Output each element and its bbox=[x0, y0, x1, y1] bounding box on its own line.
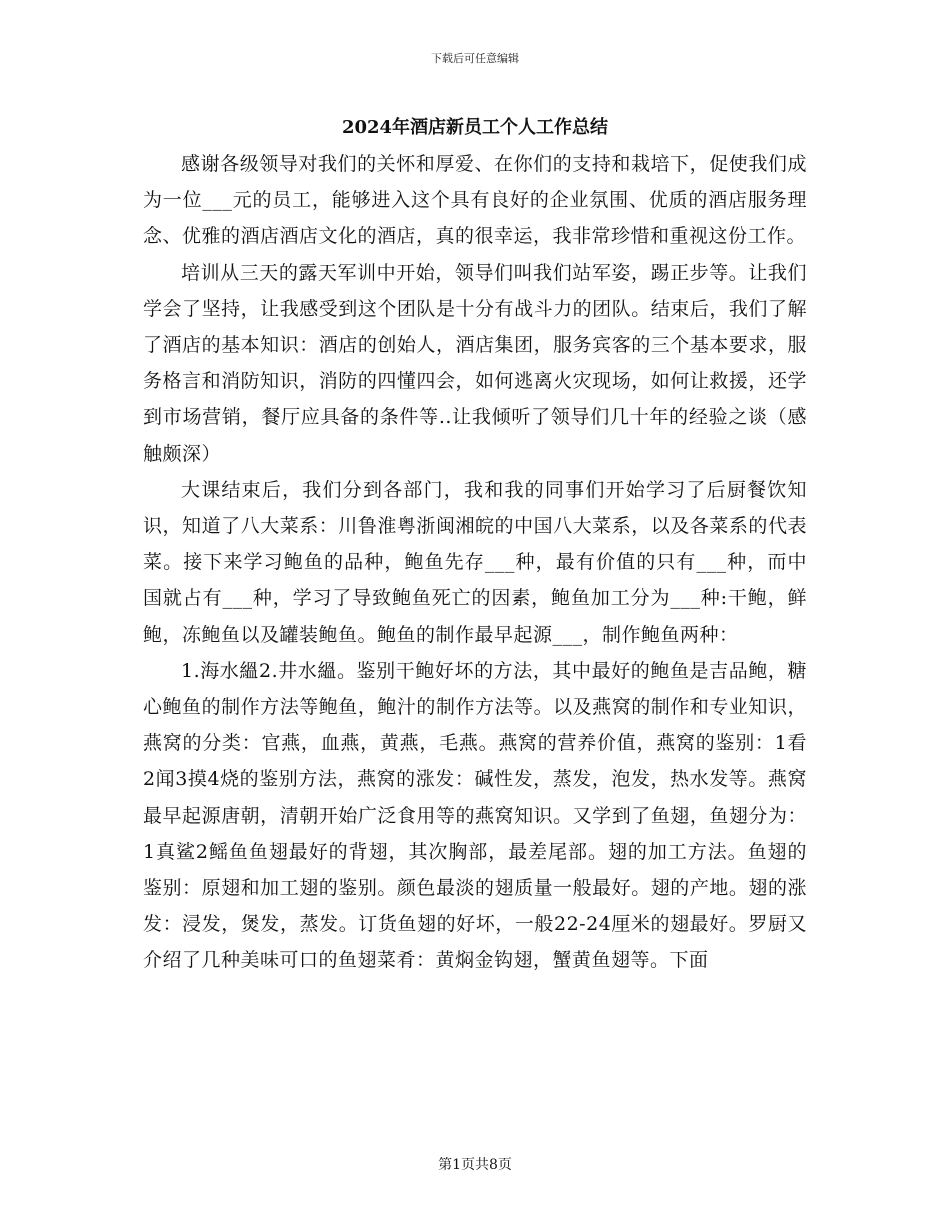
page-number: 第1页共8页 bbox=[438, 1157, 512, 1173]
paragraph: 培训从三天的露天军训中开始，领导们叫我们站军姿，踢正步等。让我们学会了坚持，让我感受到这个团队是十分有战斗力的团队。结束后，我们了解了酒店的基本知识：酒店的创始人，酒店集团，服务宾客的三个基本要求，服务格言和消防知识，消防的四懂四会，如何逃离火灾现场，如何让救援，还学到市场营销，餐厅应具备的条件等..让我倾听了领导们几十年的经验之谈（感触颇深） bbox=[143, 261, 807, 465]
paragraph: 感谢各级领导对我们的关怀和厚爱、在你们的支持和栽培下，促使我们成为一位___元的员工，能够进入这个具有良好的企业氛围、优质的酒店服务理念、优雅的酒店酒店文化的酒店，真的很幸运，我非常珍惜和重视这份工作。 bbox=[143, 153, 807, 248]
document-body bbox=[143, 146, 807, 979]
paragraph: 1.海水縕2.井水縕。鉴别干鲍好坏的方法，其中最好的鲍鱼是吉品鲍，糖心鲍鱼的制作方法等鲍鱼，鲍汁的制作方法等。以及燕窝的制作和专业知识，燕窝的分类：官燕，血燕，黄燕，毛燕。燕窝的营养价值，燕窝的鉴别：1看2闻3摸4烧的鉴别方法，燕窝的涨发：碱性发，蒸发，泡发，热水发等。燕窝最早起源唐朝，清朝开始广泛食用等的燕窝知识。又学到了鱼翅，鱼翅分为：1真鲨2鳐鱼鱼翅最好的背翅，其次胸部，最差尾部。翅的加工方法。鱼翅的鉴别：原翅和加工翅的鉴别。颜色最淡的翅质量一般最好。翅的产地。翅的涨发：浸发，煲发，蒸发。订货鱼翅的好坏，一般22-24厘米的翅最好。罗厨又介绍了几种美味可口的鱼翅菜肴：黄焖金钩翅，蟹黄鱼翅等。下面 bbox=[143, 659, 807, 972]
document-title: 2024年酒店新员工个人工作总结 bbox=[341, 117, 609, 138]
paragraph: 大课结束后，我们分到各部门，我和我的同事们开始学习了后厨餐饮知识，知道了八大菜系：川鲁淮粤浙闽湘皖的中国八大菜系，以及各菜系的代表菜。接下来学习鲍鱼的品种，鲍鱼先存___种，最有价值的只有___种，而中国就占有___种，学习了导致鲍鱼死亡的因素，鲍鱼加工分为___种:干鲍，鲜鲍，冻鲍鱼以及罐装鲍鱼。鲍鱼的制作最早起源___，制作鲍鱼两种： bbox=[143, 478, 807, 646]
page-header-note: 下载后可任意编辑 bbox=[431, 52, 519, 65]
